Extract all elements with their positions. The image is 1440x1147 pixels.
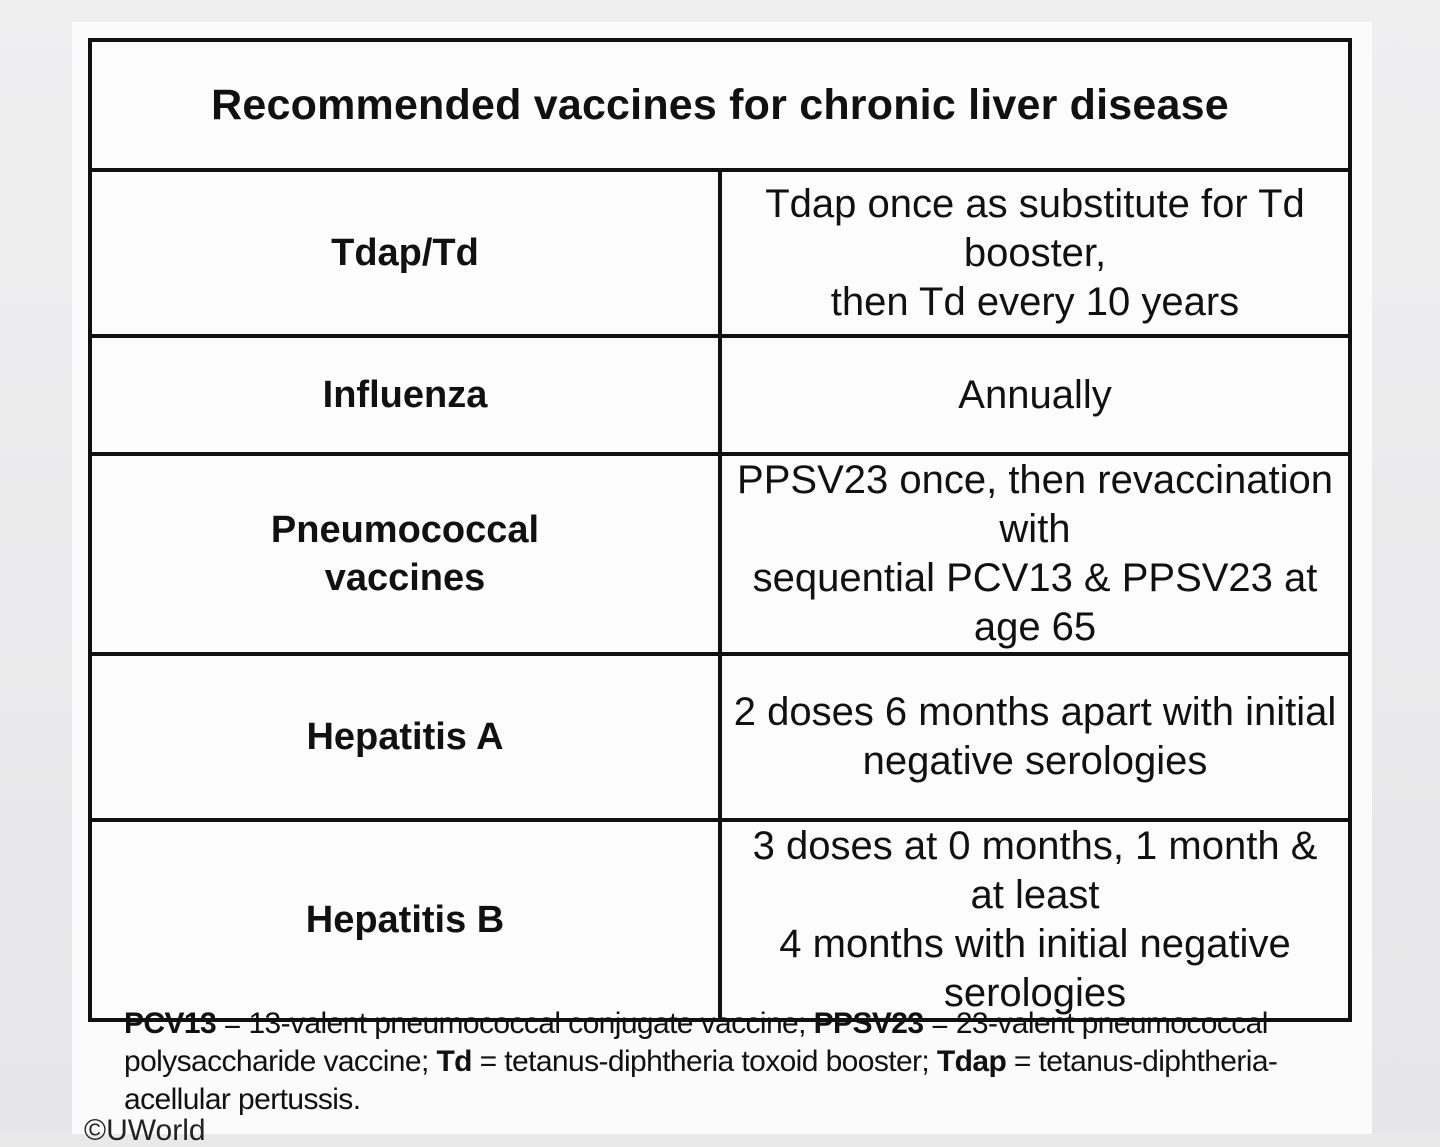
table-title: Recommended vaccines for chronic liver disease <box>90 40 1350 170</box>
table-title-row <box>90 40 1350 170</box>
schedule-line: PPSV23 once, then revaccination with <box>737 458 1333 551</box>
vaccine-schedule-cell <box>720 820 1350 1020</box>
vaccine-name: Influenza <box>322 374 488 416</box>
schedule-line: Tdap once as substitute for Td booster, <box>765 181 1305 275</box>
schedule-line: 2 doses 6 months apart with initial <box>733 690 1337 734</box>
vaccine-name-cell <box>90 654 720 820</box>
table-row <box>90 336 1350 454</box>
vaccine-schedule-cell <box>720 654 1350 820</box>
abbreviation-footnote <box>124 1005 1324 1119</box>
vaccine-table <box>88 38 1352 1022</box>
schedule-line: 4 months with initial negative serologies <box>779 922 1291 1015</box>
footnote-abbreviation: PCV13 <box>124 1007 217 1040</box>
vaccine-schedule-cell <box>720 336 1350 454</box>
footnote-definition: = tetanus-diphtheria-acellular pertussis. <box>124 1045 1278 1116</box>
schedule-line: sequential PCV13 & PPSV23 at age 65 <box>752 556 1318 649</box>
vaccine-name-cell <box>90 336 720 454</box>
vaccine-name-cell <box>90 454 720 654</box>
footnote-abbreviation: PPSV23 <box>813 1007 924 1040</box>
footnote-definition: = 13-valent pneumococcal conjugate vaccine; <box>216 1007 814 1040</box>
schedule-line: Annually <box>958 372 1112 417</box>
schedule-line: negative serologies <box>862 739 1208 783</box>
vaccine-name: Hepatitis B <box>305 899 505 941</box>
vaccine-schedule-cell <box>720 454 1350 654</box>
table-row <box>90 454 1350 654</box>
schedule-line: then Td every 10 years <box>830 279 1240 324</box>
vaccine-name-cell <box>90 820 720 1020</box>
vaccine-name: Hepatitis A <box>306 716 504 758</box>
table-row <box>90 654 1350 820</box>
footnote-abbreviation: Td <box>436 1045 472 1078</box>
footnote-abbreviation: Tdap <box>936 1045 1007 1078</box>
table-row <box>90 820 1350 1020</box>
vaccine-schedule-cell <box>720 170 1350 336</box>
vaccine-name: Pneumococcal <box>270 509 540 551</box>
table-row <box>90 170 1350 336</box>
footnote-definition: = tetanus-diphtheria toxoid booster; <box>471 1045 937 1078</box>
vaccine-name: Tdap/Td <box>331 232 479 274</box>
vaccine-name-cell <box>90 170 720 336</box>
schedule-line: 3 doses at 0 months, 1 month & at least <box>752 824 1318 917</box>
vaccine-name: vaccines <box>324 557 486 599</box>
copyright-watermark: ©UWorld <box>84 1114 206 1147</box>
footnote-definition: = 23-valent pneumococcal polysaccharide vaccine; <box>124 1007 1268 1078</box>
